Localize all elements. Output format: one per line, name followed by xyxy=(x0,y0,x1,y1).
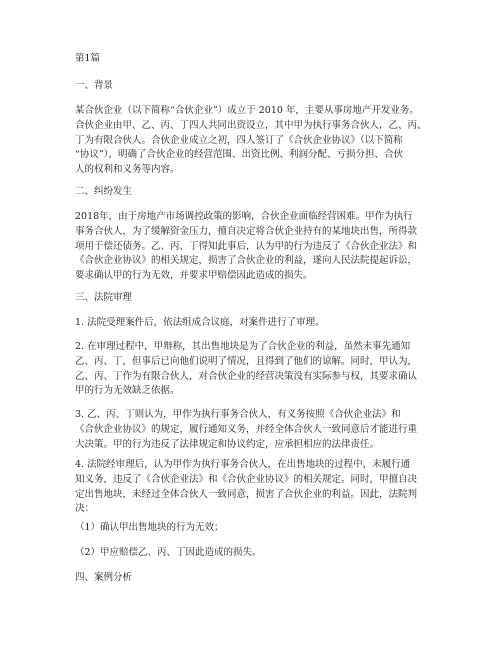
paragraph-dispute xyxy=(75,210,417,284)
paragraph-background xyxy=(75,104,427,178)
paragraph-trial-2 xyxy=(75,340,417,399)
text-line: 4. 法院经审理后，认为甲作为执行事务合伙人，在出售地块的过程中，未履行通 xyxy=(75,459,411,470)
text-line: 要求确认甲的行为无效，并要求甲赔偿因此造成的损失。 xyxy=(75,270,313,282)
section-heading-trial: 三、法院审理 xyxy=(75,292,133,303)
page-label: 第1篇 xyxy=(75,53,101,64)
paragraph-trial-3 xyxy=(75,408,417,452)
verdict-item-1 xyxy=(75,521,224,536)
text-line: 丁为有限合伙人。合伙企业成立之初，四人签订了《合伙企业协议》（以下简称 xyxy=(75,134,403,146)
text-line: 某合伙企业（以下简称“合伙企业”）成立于 2010 年，主要从事房地产开发业务。 xyxy=(75,105,419,116)
paragraph-trial-4 xyxy=(75,458,417,517)
text-line: 项用于偿还债务。乙、丙、丁得知此事后，认为甲的行为违反了《合伙企业法》和 xyxy=(75,240,418,252)
text-line: 甲的行为无效缺乏依据。 xyxy=(75,385,180,397)
text-line: 大决策。甲的行为违反了法律规定和协议约定，应承担相应的法律责任。 xyxy=(75,438,380,450)
section-heading-analysis: 四、案例分析 xyxy=(75,572,133,583)
text-line: （1）确认甲出售地块的行为无效； xyxy=(75,522,224,533)
verdict-item-2 xyxy=(75,546,262,561)
text-line: 《合伙企业协议》的规定，履行通知义务，并经全体合伙人一致同意后才能进行重 xyxy=(75,423,418,435)
text-line: 《合伙企业协议》的相关规定，损害了合伙企业的利益，遂向人民法院提起诉讼， xyxy=(75,255,418,267)
text-line: 2018年，由于房地产市场调控政策的影响，合伙企业面临经营困难。甲作为执行 xyxy=(75,211,413,222)
text-line: 3. 乙、丙、丁则认为，甲作为执行事务合伙人，有义务按照《合伙企业法》和 xyxy=(75,409,401,420)
text-line: 乙、丙、丁，但事后已向他们说明了情况，且得到了他们的谅解。同时，甲认为， xyxy=(75,355,418,367)
text-line: 1. 法院受理案件后，依法组成合议庭，对案件进行了审理。 xyxy=(75,317,325,328)
section-heading-background: 一、背景 xyxy=(75,80,114,91)
text-line: 2. 在审理过程中，甲辩称，其出售地块是为了合伙企业的利益，虽然未事先通知 xyxy=(75,341,411,352)
text-line: 事务合伙人，为了缓解资金压力，擅自决定将合伙企业持有的某地块出售，所得款 xyxy=(75,225,418,237)
text-line: 定出售地块，未经过全体合伙人一致同意，损害了合伙企业的利益。因此，法院判 xyxy=(75,488,418,500)
section-heading-dispute: 二、纠纷发生 xyxy=(75,186,133,197)
paragraph-trial-1 xyxy=(75,316,325,331)
text-line: 合伙企业由甲、乙、丙、丁四人共同出资设立，其中甲为执行事务合伙人，乙、丙、 xyxy=(75,119,427,131)
text-line: 人的权利和义务等内容。 xyxy=(75,164,180,176)
text-line: “协议”），明确了合伙企业的经营范围、出资比例、利润分配、亏损分担、合伙 xyxy=(75,149,403,161)
text-line: 乙、丙、丁作为有限合伙人，对合伙企业的经营决策没有实际参与权，其要求确认 xyxy=(75,370,418,382)
text-line: （2）甲应赔偿乙、丙、丁因此造成的损失。 xyxy=(75,547,262,558)
text-line: 决： xyxy=(75,503,95,515)
text-line: 知义务，违反了《合伙企业法》和《合伙企业协议》的相关规定。同时，甲擅自决 xyxy=(75,473,418,485)
